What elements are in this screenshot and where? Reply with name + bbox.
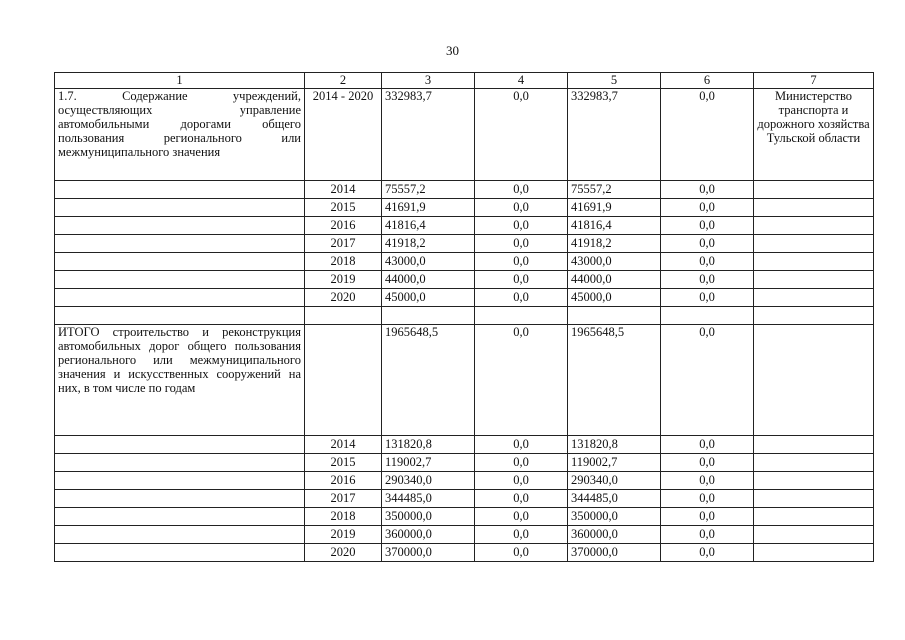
col5-cell: 131820,8 — [568, 436, 661, 454]
col4-cell: 0,0 — [475, 271, 568, 289]
name-cell — [55, 526, 305, 544]
section2-total-c5: 1965648,5 — [568, 325, 661, 436]
name-cell — [55, 199, 305, 217]
name-cell — [55, 271, 305, 289]
year-cell: 2015 — [305, 454, 382, 472]
table-row — [55, 181, 874, 199]
header-cell: 2 — [305, 73, 382, 89]
header-cell: 6 — [661, 73, 754, 89]
name-cell — [55, 454, 305, 472]
empty-cell — [475, 307, 568, 325]
table-body — [55, 73, 874, 562]
table-row — [55, 235, 874, 253]
col5-cell: 370000,0 — [568, 544, 661, 562]
col3-cell: 41918,2 — [382, 235, 475, 253]
col6-cell: 0,0 — [661, 217, 754, 235]
header-cell: 5 — [568, 73, 661, 89]
table-row — [55, 436, 874, 454]
year-cell: 2014 — [305, 181, 382, 199]
col7-cell — [754, 235, 874, 253]
col4-cell: 0,0 — [475, 181, 568, 199]
section2-total-c6: 0,0 — [661, 325, 754, 436]
table-row — [55, 289, 874, 307]
col7-cell — [754, 181, 874, 199]
year-cell: 2019 — [305, 526, 382, 544]
col5-cell: 360000,0 — [568, 526, 661, 544]
col6-cell: 0,0 — [661, 472, 754, 490]
table-row — [55, 472, 874, 490]
section2-total-row — [55, 325, 874, 436]
col7-cell — [754, 271, 874, 289]
col7-cell — [754, 199, 874, 217]
year-cell: 2017 — [305, 490, 382, 508]
col4-cell: 0,0 — [475, 544, 568, 562]
header-cell: 7 — [754, 73, 874, 89]
section1-total-c3: 332983,7 — [382, 89, 475, 181]
col7-cell — [754, 544, 874, 562]
section1-total-c5: 332983,7 — [568, 89, 661, 181]
col4-cell: 0,0 — [475, 199, 568, 217]
col7-cell — [754, 436, 874, 454]
col5-cell: 41816,4 — [568, 217, 661, 235]
name-cell — [55, 253, 305, 271]
col6-cell: 0,0 — [661, 526, 754, 544]
col5-cell: 44000,0 — [568, 271, 661, 289]
col5-cell: 41918,2 — [568, 235, 661, 253]
empty-cell — [661, 307, 754, 325]
section2-total-c3: 1965648,5 — [382, 325, 475, 436]
header-cell: 1 — [55, 73, 305, 89]
name-cell — [55, 181, 305, 199]
col4-cell: 0,0 — [475, 436, 568, 454]
col5-cell: 41691,9 — [568, 199, 661, 217]
section2-dept — [754, 325, 874, 436]
header-cell: 4 — [475, 73, 568, 89]
name-cell — [55, 472, 305, 490]
section1-name: 1.7. Содержание учреждений, осуществляющих управление автомобильными дорогами общего пользования регионального или межмуниципального значения — [55, 89, 305, 181]
col7-cell — [754, 253, 874, 271]
col6-cell: 0,0 — [661, 454, 754, 472]
col5-cell: 350000,0 — [568, 508, 661, 526]
table-row — [55, 253, 874, 271]
col3-cell: 45000,0 — [382, 289, 475, 307]
empty-cell — [754, 307, 874, 325]
col3-cell: 370000,0 — [382, 544, 475, 562]
empty-cell — [568, 307, 661, 325]
spacer-row — [55, 307, 874, 325]
year-cell: 2016 — [305, 472, 382, 490]
col4-cell: 0,0 — [475, 508, 568, 526]
col4-cell: 0,0 — [475, 289, 568, 307]
col5-cell: 45000,0 — [568, 289, 661, 307]
col6-cell: 0,0 — [661, 436, 754, 454]
col6-cell: 0,0 — [661, 235, 754, 253]
table-row — [55, 508, 874, 526]
col6-cell: 0,0 — [661, 271, 754, 289]
empty-cell — [382, 307, 475, 325]
col3-cell: 43000,0 — [382, 253, 475, 271]
year-cell: 2014 — [305, 436, 382, 454]
empty-cell — [55, 307, 305, 325]
col3-cell: 41691,9 — [382, 199, 475, 217]
col4-cell: 0,0 — [475, 526, 568, 544]
col5-cell: 43000,0 — [568, 253, 661, 271]
col7-cell — [754, 490, 874, 508]
col4-cell: 0,0 — [475, 454, 568, 472]
col7-cell — [754, 472, 874, 490]
section1-total-c6: 0,0 — [661, 89, 754, 181]
col3-cell: 119002,7 — [382, 454, 475, 472]
col3-cell: 131820,8 — [382, 436, 475, 454]
col6-cell: 0,0 — [661, 544, 754, 562]
col4-cell: 0,0 — [475, 235, 568, 253]
col3-cell: 360000,0 — [382, 526, 475, 544]
year-cell: 2020 — [305, 544, 382, 562]
name-cell — [55, 436, 305, 454]
col6-cell: 0,0 — [661, 289, 754, 307]
col3-cell: 344485,0 — [382, 490, 475, 508]
col6-cell: 0,0 — [661, 508, 754, 526]
col4-cell: 0,0 — [475, 253, 568, 271]
col5-cell: 119002,7 — [568, 454, 661, 472]
col5-cell: 290340,0 — [568, 472, 661, 490]
table-row — [55, 526, 874, 544]
table-row — [55, 490, 874, 508]
name-cell — [55, 490, 305, 508]
col4-cell: 0,0 — [475, 472, 568, 490]
col6-cell: 0,0 — [661, 181, 754, 199]
section1-total-c4: 0,0 — [475, 89, 568, 181]
name-cell — [55, 289, 305, 307]
year-cell: 2016 — [305, 217, 382, 235]
responsible-department: Министерство транспорта и дорожного хозяйства Тульской области — [754, 89, 874, 181]
col5-cell: 344485,0 — [568, 490, 661, 508]
empty-cell — [305, 307, 382, 325]
name-cell — [55, 217, 305, 235]
year-cell: 2020 — [305, 289, 382, 307]
col7-cell — [754, 454, 874, 472]
name-cell — [55, 508, 305, 526]
col3-cell: 41816,4 — [382, 217, 475, 235]
table-row — [55, 271, 874, 289]
year-cell: 2019 — [305, 271, 382, 289]
page-number: 30 — [446, 43, 459, 58]
header-row — [55, 73, 874, 89]
section2-total-c4: 0,0 — [475, 325, 568, 436]
col7-cell — [754, 526, 874, 544]
col7-cell — [754, 289, 874, 307]
table-row — [55, 217, 874, 235]
table-row — [55, 454, 874, 472]
col3-cell: 350000,0 — [382, 508, 475, 526]
table-row — [55, 199, 874, 217]
col4-cell: 0,0 — [475, 490, 568, 508]
col6-cell: 0,0 — [661, 490, 754, 508]
section2-period — [305, 325, 382, 436]
col7-cell — [754, 217, 874, 235]
col6-cell: 0,0 — [661, 199, 754, 217]
year-cell: 2018 — [305, 253, 382, 271]
col3-cell: 290340,0 — [382, 472, 475, 490]
col4-cell: 0,0 — [475, 217, 568, 235]
header-cell: 3 — [382, 73, 475, 89]
section1-period: 2014 - 2020 — [305, 89, 382, 181]
col3-cell: 44000,0 — [382, 271, 475, 289]
name-cell — [55, 544, 305, 562]
col3-cell: 75557,2 — [382, 181, 475, 199]
table-row — [55, 544, 874, 562]
col6-cell: 0,0 — [661, 253, 754, 271]
year-cell: 2015 — [305, 199, 382, 217]
col5-cell: 75557,2 — [568, 181, 661, 199]
col7-cell — [754, 508, 874, 526]
name-cell — [55, 235, 305, 253]
year-cell: 2018 — [305, 508, 382, 526]
section2-name: ИТОГО строительство и реконструкция автомобильных дорог общего пользования регионального или межмуниципального значения и искусственных сооружений на них, в том числе по годам — [55, 325, 305, 436]
year-cell: 2017 — [305, 235, 382, 253]
program-table — [54, 72, 874, 562]
section1-total-row — [55, 89, 874, 181]
